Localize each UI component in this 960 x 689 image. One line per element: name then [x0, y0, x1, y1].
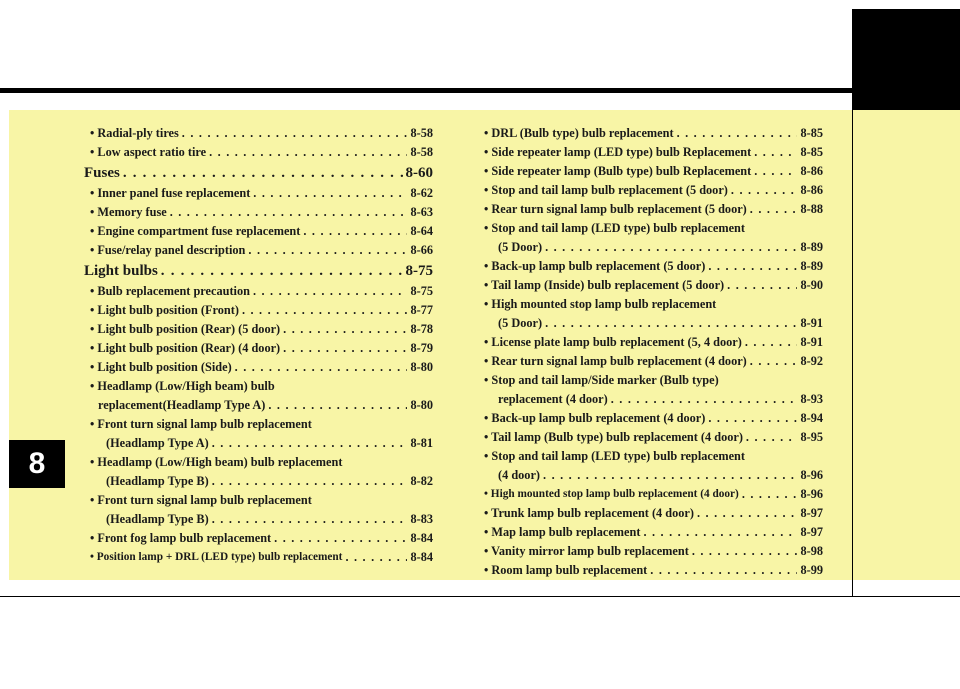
- toc-page-number: 8-92: [800, 354, 823, 368]
- toc-page-number: 8-94: [800, 411, 823, 425]
- toc-entry-title: • Fuse/relay panel description: [90, 243, 246, 257]
- dot-leader: [643, 523, 797, 542]
- toc-entry-title: (Headlamp Type B): [106, 512, 209, 526]
- dot-leader: [708, 257, 797, 276]
- toc-page-number: 8-75: [405, 263, 433, 279]
- chapter-number-badge: 8: [9, 440, 65, 488]
- toc-entry[interactable]: [484, 352, 823, 371]
- toc-entry[interactable]: [484, 143, 823, 162]
- toc-entry-title: • Position lamp + DRL (LED type) bulb replacement: [90, 551, 343, 563]
- margin-rule: [852, 110, 853, 596]
- toc-entry[interactable]: [484, 162, 823, 181]
- toc-page-number: 8-89: [800, 240, 823, 254]
- toc-page-number: 8-96: [800, 487, 823, 501]
- toc-entry-title: • Memory fuse: [90, 205, 167, 219]
- toc-page-number: 8-91: [800, 316, 823, 330]
- dot-leader: [170, 203, 408, 222]
- toc-entry-title: replacement(Headlamp Type A): [98, 398, 266, 412]
- toc-entry[interactable]: [484, 485, 823, 504]
- dot-leader: [212, 434, 408, 453]
- toc-entry-title: • Engine compartment fuse replacement: [90, 224, 301, 238]
- toc-entry-title: • Rear turn signal lamp bulb replacement (4 door): [484, 354, 747, 368]
- toc-entry[interactable]: [484, 466, 823, 485]
- toc-entry-title: • License plate lamp bulb replacement (5, 4 door): [484, 335, 742, 349]
- toc-entry[interactable]: [84, 241, 433, 260]
- dot-leader: [242, 301, 408, 320]
- toc-page-number: 8-63: [410, 205, 433, 219]
- toc-entry[interactable]: [84, 320, 433, 339]
- toc-page-number: 8-75: [410, 284, 433, 298]
- toc-entry-title: • Light bulb position (Rear) (4 door): [90, 341, 281, 355]
- toc-entry-title: • Tail lamp (Bulb type) bulb replacement (4 door): [484, 430, 743, 444]
- toc-entry[interactable]: [84, 396, 433, 415]
- toc-page-number: 8-84: [410, 531, 433, 545]
- dot-leader: [692, 542, 798, 561]
- toc-entry[interactable]: [84, 472, 433, 491]
- toc-entry-title: Light bulbs: [84, 263, 158, 279]
- toc-page-number: 8-98: [800, 544, 823, 558]
- toc-page-number: 8-60: [405, 165, 433, 181]
- dot-leader: [345, 548, 407, 567]
- toc-entry[interactable]: [484, 181, 823, 200]
- toc-entry-title: • Light bulb position (Rear) (5 door): [90, 322, 281, 336]
- dot-leader: [611, 390, 798, 409]
- toc-entry-title: • Inner panel fuse replacement: [90, 186, 251, 200]
- toc-entry-heading: • Stop and tail lamp (LED type) bulb replacement: [484, 221, 745, 235]
- toc-entry-heading: • High mounted stop lamp bulb replacement: [484, 297, 717, 311]
- toc-entry[interactable]: [84, 510, 433, 529]
- dot-leader: [750, 200, 798, 219]
- toc-entry-title: • Side repeater lamp (Bulb type) bulb Replacement: [484, 164, 752, 178]
- dot-leader: [212, 472, 408, 491]
- dot-leader: [248, 241, 407, 260]
- toc-entry-heading: • Headlamp (Low/High beam) bulb: [90, 379, 275, 393]
- dot-leader: [268, 396, 407, 415]
- dot-leader: [677, 124, 798, 143]
- toc-entry-title: • Radial-ply tires: [90, 126, 179, 140]
- toc-entry-title: • Rear turn signal lamp bulb replacement (5 door): [484, 202, 747, 216]
- toc-entry[interactable]: [484, 561, 823, 580]
- toc-entry[interactable]: [484, 314, 823, 333]
- toc-page-number: 8-64: [410, 224, 433, 238]
- toc-entry-title: • Tail lamp (Inside) bulb replacement (5 door): [484, 278, 725, 292]
- toc-page-number: 8-58: [410, 145, 433, 159]
- toc-page-number: 8-89: [800, 259, 823, 273]
- dot-leader: [283, 339, 407, 358]
- dot-leader: [708, 409, 797, 428]
- toc-entry[interactable]: [484, 542, 823, 561]
- toc-entry[interactable]: [484, 333, 823, 352]
- toc-entry[interactable]: [84, 184, 433, 203]
- toc-entry-title: • Vanity mirror lamp bulb replacement: [484, 544, 689, 558]
- toc-page-number: 8-84: [410, 550, 433, 564]
- dot-leader: [543, 466, 797, 485]
- dot-leader: [754, 162, 797, 181]
- toc-entry-title: • Bulb replacement precaution: [90, 284, 250, 298]
- toc-page-number: 8-83: [410, 512, 433, 526]
- dot-leader: [161, 260, 403, 282]
- toc-entry[interactable]: [484, 200, 823, 219]
- dot-leader: [545, 314, 797, 333]
- toc-entry-heading: • Headlamp (Low/High beam) bulb replacement: [90, 455, 343, 469]
- dot-leader: [212, 510, 408, 529]
- toc-entry[interactable]: [84, 124, 433, 143]
- chapter-tab-header: [852, 9, 960, 110]
- dot-leader: [253, 184, 407, 203]
- toc-entry[interactable]: [84, 529, 433, 548]
- dot-leader: [303, 222, 407, 241]
- toc-entry[interactable]: [484, 504, 823, 523]
- toc-left-column: [84, 124, 433, 567]
- toc-entry[interactable]: [484, 428, 823, 447]
- dot-leader: [750, 352, 798, 371]
- toc-entry-title: • Light bulb position (Front): [90, 303, 239, 317]
- toc-page-number: 8-88: [800, 202, 823, 216]
- toc-page-number: 8-86: [800, 183, 823, 197]
- toc-page-number: 8-77: [410, 303, 433, 317]
- footer-rule: [0, 596, 960, 597]
- toc-entry-title: • Side repeater lamp (LED type) bulb Replacement: [484, 145, 752, 159]
- toc-page-number: 8-91: [800, 335, 823, 349]
- dot-leader: [697, 504, 797, 523]
- toc-entry-title: Fuses: [84, 165, 120, 181]
- toc-entry-title: (Headlamp Type B): [106, 474, 209, 488]
- toc-entry-title: • Room lamp bulb replacement: [484, 563, 648, 577]
- toc-page-number: 8-85: [800, 126, 823, 140]
- toc-page-number: 8-97: [800, 525, 823, 539]
- dot-leader: [235, 358, 408, 377]
- dot-leader: [545, 238, 797, 257]
- toc-entry[interactable]: [484, 523, 823, 542]
- toc-entry-title: (4 door): [498, 468, 541, 482]
- toc-entry-title: (Headlamp Type A): [106, 436, 209, 450]
- dot-leader: [731, 181, 798, 200]
- toc-entry-title: • Map lamp bulb replacement: [484, 525, 641, 539]
- toc-entry[interactable]: [484, 238, 823, 257]
- toc-entry-heading: • Front turn signal lamp bulb replacement: [90, 493, 312, 507]
- toc-page-number: 8-86: [800, 164, 823, 178]
- toc-entry[interactable]: [484, 124, 823, 143]
- toc-page-number: 8-81: [410, 436, 433, 450]
- toc-page-number: 8-62: [410, 186, 433, 200]
- toc-entry-title: (5 Door): [498, 316, 543, 330]
- toc-entry[interactable]: [84, 358, 433, 377]
- header-rule: [0, 88, 960, 93]
- dot-leader: [182, 124, 408, 143]
- dot-leader: [274, 529, 407, 548]
- toc-entry[interactable]: [84, 203, 433, 222]
- toc-entry-title: • Back-up lamp bulb replacement (5 door): [484, 259, 706, 273]
- toc-section-entry[interactable]: [84, 260, 433, 282]
- toc-right-column: [484, 124, 823, 580]
- toc-page-number: 8-95: [800, 430, 823, 444]
- toc-entry-title: replacement (4 door): [498, 392, 608, 406]
- toc-entry-title: • DRL (Bulb type) bulb replacement: [484, 126, 674, 140]
- dot-leader: [746, 428, 798, 447]
- toc-page-number: 8-66: [410, 243, 433, 257]
- toc-page-number: 8-79: [410, 341, 433, 355]
- toc-entry[interactable]: [84, 301, 433, 320]
- toc-page-number: 8-82: [410, 474, 433, 488]
- toc-entry-title: • Back-up lamp bulb replacement (4 door): [484, 411, 706, 425]
- dot-leader: [745, 333, 798, 352]
- toc-page-number: 8-90: [800, 278, 823, 292]
- toc-entry-title: • Low aspect ratio tire: [90, 145, 207, 159]
- toc-entry-heading: • Stop and tail lamp (LED type) bulb replacement: [484, 449, 745, 463]
- toc-page-number: 8-78: [410, 322, 433, 336]
- toc-entry[interactable]: [84, 282, 433, 301]
- toc-page-number: 8-85: [800, 145, 823, 159]
- toc-section-entry[interactable]: [84, 162, 433, 184]
- toc-entry-title: • Stop and tail lamp bulb replacement (5 door): [484, 183, 728, 197]
- toc-entry[interactable]: [84, 339, 433, 358]
- dot-leader: [650, 561, 797, 580]
- toc-entry-heading: • Front turn signal lamp bulb replacement: [90, 417, 312, 431]
- toc-entry[interactable]: [484, 276, 823, 295]
- toc-entry[interactable]: [484, 390, 823, 409]
- toc-entry-title: • Light bulb position (Side): [90, 360, 232, 374]
- toc-page-number: 8-93: [800, 392, 823, 406]
- toc-entry-title: (5 Door): [498, 240, 543, 254]
- toc-entry-heading: • Stop and tail lamp/Side marker (Bulb type): [484, 373, 719, 387]
- dot-leader: [283, 320, 407, 339]
- toc-page-number: 8-97: [800, 506, 823, 520]
- toc-page-number: 8-99: [800, 563, 823, 577]
- toc-entry[interactable]: [84, 143, 433, 162]
- dot-leader: [727, 276, 797, 295]
- toc-entry-title: • High mounted stop lamp bulb replacement (4 door): [484, 488, 739, 500]
- dot-leader: [754, 143, 797, 162]
- toc-page-number: 8-96: [800, 468, 823, 482]
- dot-leader: [253, 282, 408, 301]
- toc-entry[interactable]: [84, 548, 433, 567]
- toc-entry-title: • Trunk lamp bulb replacement (4 door): [484, 506, 694, 520]
- toc-page-number: 8-80: [410, 360, 433, 374]
- toc-entry[interactable]: [84, 434, 433, 453]
- toc-page-number: 8-80: [410, 398, 433, 412]
- dot-leader: [742, 485, 798, 504]
- toc-entry[interactable]: [484, 409, 823, 428]
- dot-leader: [123, 162, 403, 184]
- toc-entry[interactable]: [484, 257, 823, 276]
- dot-leader: [209, 143, 407, 162]
- toc-page-number: 8-58: [410, 126, 433, 140]
- toc-entry[interactable]: [84, 222, 433, 241]
- toc-entry-title: • Front fog lamp bulb replacement: [90, 531, 272, 545]
